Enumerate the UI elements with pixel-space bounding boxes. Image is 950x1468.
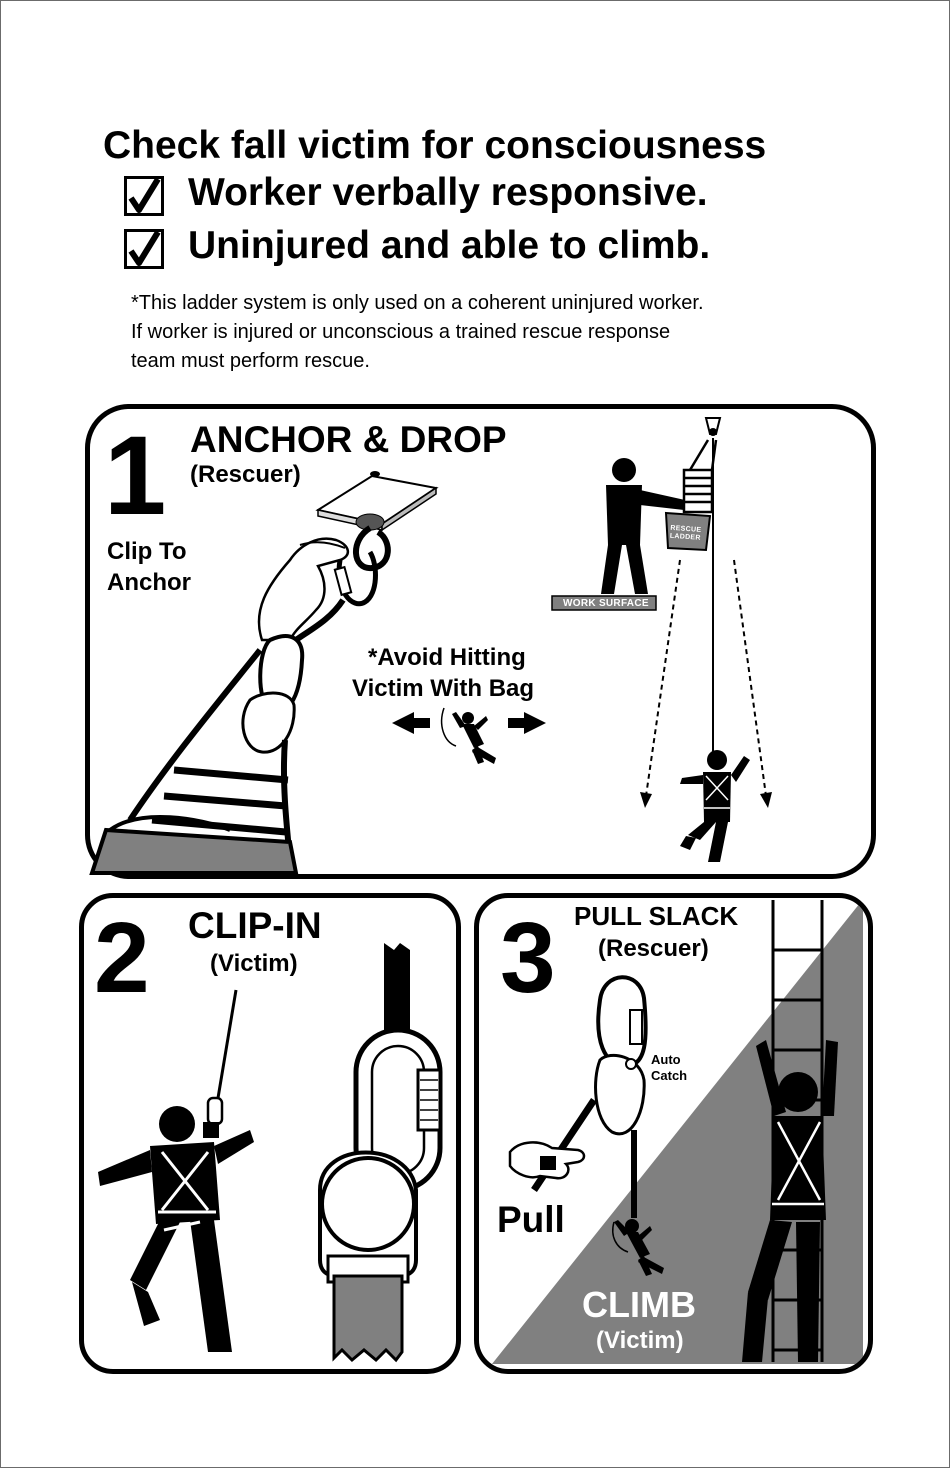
rescue-ladder-bag-label: RESCUE LADDER [669,524,702,542]
step2-number: 2 [94,902,150,1014]
step2-role: (Victim) [210,950,298,977]
note-line: team must perform rescue. [131,350,370,372]
pulling-hand-icon [510,1142,584,1178]
climb-label: CLIMB [582,1284,696,1325]
auto-catch-line2: Catch [651,1068,688,1083]
avoid-warning-line2: Victim With Bag [352,675,535,702]
auto-catch-line1: Auto [651,1052,681,1067]
clip-to-anchor-line1: Clip To [107,538,187,565]
clip-to-anchor-line2: Anchor [107,569,191,596]
step1-title: ANCHOR & DROP [190,419,507,460]
auto-catch-carabiner-icon [598,977,645,1066]
step3-number: 3 [500,902,556,1014]
pull-label: Pull [497,1199,565,1240]
checklist-label: Worker verbally responsive. [188,171,708,214]
step3-role: (Rescuer) [598,935,709,962]
climb-role: (Victim) [596,1327,684,1354]
page-title: Check fall victim for consciousness [103,124,767,167]
work-surface-label: WORK SURFACE [563,598,649,609]
checklist-label: Uninjured and able to climb. [188,224,711,267]
climbing-victim-figure-icon [742,1040,838,1362]
step2-title: CLIP-IN [188,905,322,946]
avoid-warning-line1: *Avoid Hitting [368,644,526,671]
rope-grab-icon [596,1055,645,1133]
small-victim-icon [613,1219,664,1276]
note-line: If worker is injured or unconscious a trained rescue response [131,321,671,343]
step1-number: 1 [104,413,167,538]
step3-title: PULL SLACK [574,901,739,931]
note-line: *This ladder system is only used on a coherent uninjured worker. [131,292,704,314]
step1-role: (Rescuer) [190,461,301,488]
